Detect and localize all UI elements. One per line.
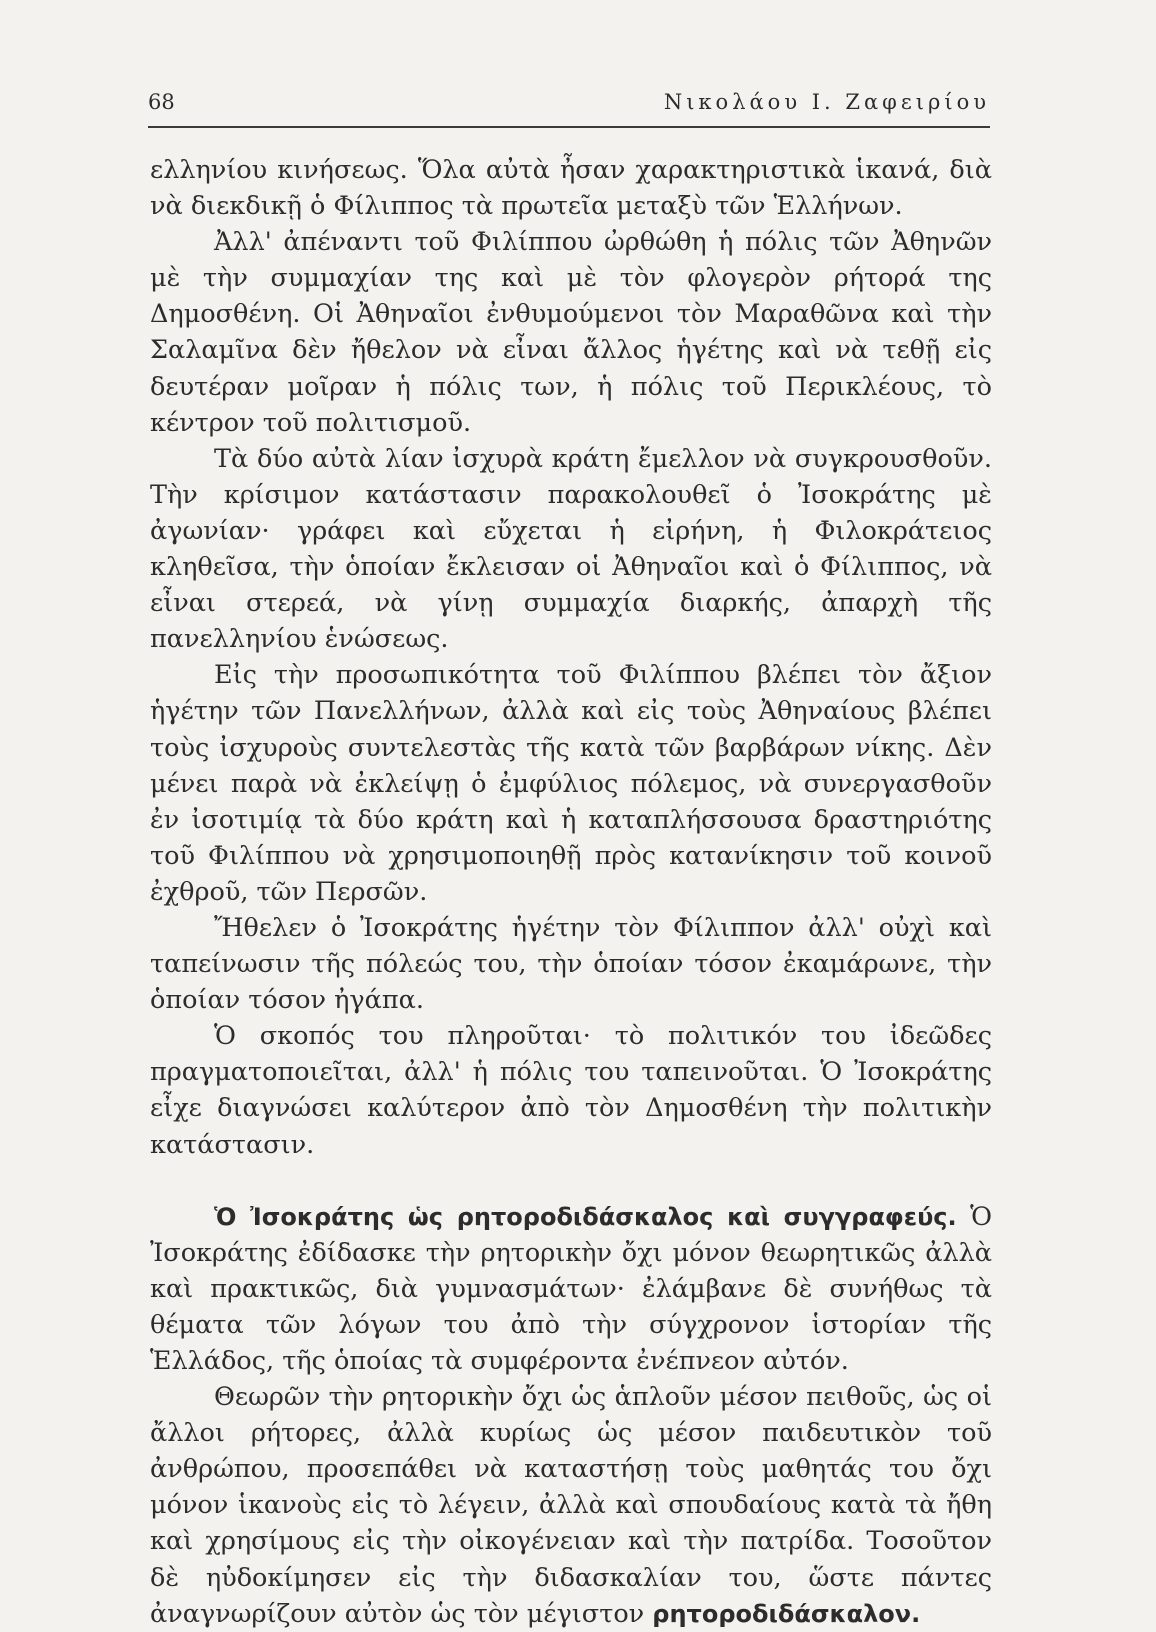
bold-term: ρητοροδιδάσκαλον. — [652, 1599, 921, 1628]
paragraph: Ἀλλ' ἀπέναντι τοῦ Φιλίππου ὠρθώθη ἡ πόλις τῶν Ἀθηνῶν μὲ τὴν συμμαχίαν της καὶ μὲ τὸν φλογερὸν ρήτορά της Δημοσθένη. Οἱ Ἀθηναῖοι ἐνθυμούμενοι τὸν Μαραθῶνα καὶ τὴν Σαλαμῖνα δὲν ἤθελον νὰ εἶναι ἄλλος ἡγέτης καὶ νὰ τεθῇ εἰς δευτέραν μοῖραν ἡ πόλις των, ἡ πόλις τοῦ Περικλέους, τὸ κέντρον τοῦ πολιτισμοῦ. — [150, 227, 992, 438]
paragraph: Ὁ σκοπός του πληροῦται· τὸ πολιτικόν του ἰδεῶδες πραγματοποιεῖται, ἀλλ' ἡ πόλις του ταπεινοῦται. Ὁ Ἰσοκράτης εἶχε διαγνώσει καλύτερον ἀπὸ τὸν Δημοσθένη τὴν πολιτικὴν κατάστασιν. — [150, 1021, 992, 1160]
last-paragraph — [150, 1379, 992, 1632]
page-number: 68 — [148, 90, 175, 114]
section-paragraph — [150, 1199, 992, 1379]
last-paragraph-text: Θεωρῶν τὴν ρητορικὴν ὄχι ὡς ἁπλοῦν μέσον πειθοῦς, ὡς οἱ ἄλλοι ρήτορες, ἀλλὰ κυρίως ὡς μέσον παιδευτικὸν τοῦ ἀνθρώπου, προσεπάθει νὰ καταστήσῃ τοὺς μαθητάς του ὄχι μόνον ἱκανοὺς εἰς τὸ λέγειν, ἀλλὰ καὶ σπουδαίους κατὰ τὰ ἤθη καὶ χρησίμους εἰς τὴν οἰκογένειαν καὶ τὴν πατρίδα. Τοσοῦτον δὲ ηὐδοκίμησεν εἰς τὴν διδασκαλίαν του, ὥστε πάντες ἀναγνωρίζουν αὐτὸν ὡς τὸν μέγιστον — [150, 1382, 992, 1629]
paragraph: ελληνίου κινήσεως. Ὅλα αὐτὰ ἦσαν χαρακτηριστικὰ ἱκανά, διὰ νὰ διεκδικῇ ὁ Φίλιππος τὰ πρωτεῖα μεταξὺ τῶν Ἑλλήνων. — [150, 155, 992, 222]
section-heading: Ὁ Ἰσοκράτης ὡς ρητοροδιδάσκαλος καὶ συγγραφεύς. — [214, 1202, 957, 1231]
paragraph: Εἰς τὴν προσωπικότητα τοῦ Φιλίππου βλέπει τὸν ἄξιον ἡγέτην τῶν Πανελλήνων, ἀλλὰ καὶ εἰς τοὺς Ἀθηναίους βλέπει τοὺς ἰσχυροὺς συντελεστὰς τῆς κατὰ τῶν βαρβάρων νίκης. Δὲν μένει παρὰ νὰ ἐκλείψῃ ὁ ἐμφύλιος πόλεμος, νὰ συνεργασθοῦν ἐν ἰσοτιμίᾳ τὰ δύο κράτη καὶ ἡ καταπλήσσουσα δραστηριότης τοῦ Φιλίππου νὰ χρησιμοποιηθῇ πρὸς κατανίκησιν τοῦ κοινοῦ ἐχθροῦ, τῶν Περσῶν. — [150, 660, 992, 907]
section-text: Ὁ Ἰσοκράτης ἐδίδασκε τὴν ρητορικὴν ὄχι μόνον θεωρητικῶς ἀλλὰ καὶ πρακτικῶς, διὰ γυμνασμάτων· ἐλάμβανε δὲ συνήθως τὰ θέματα τῶν λόγων του ἀπὸ τὴν σύγχρονον ἱστορίαν τῆς Ἑλλάδος, τῆς ὁποίας τὰ συμφέροντα ἐνέπνεον αὐτόν. — [150, 1201, 992, 1376]
paragraph: Ἤθελεν ὁ Ἰσοκράτης ἡγέτην τὸν Φίλιππον ἀλλ' οὐχὶ καὶ ταπείνωσιν τῆς πόλεώς του, τὴν ὁποίαν τόσον ἐκαμάρωνε, τὴν ὁποίαν τόσον ἠγάπα. — [150, 912, 992, 1016]
page-header — [148, 86, 990, 128]
body-text — [150, 152, 992, 1632]
paragraph: Τὰ δύο αὐτὰ λίαν ἰσχυρὰ κράτη ἔμελλον νὰ συγκρουσθοῦν. Τὴν κρίσιμον κατάστασιν παρακολουθεῖ ὁ Ἰσοκράτης μὲ ἀγωνίαν· γράφει καὶ εὔχεται ἡ εἰρήνη, ἡ Φιλοκράτειος κληθεῖσα, τὴν ὁποίαν ἔκλεισαν οἱ Ἀθηναῖοι καὶ ὁ Φίλιππος, νὰ εἶναι στερεά, νὰ γίνῃ συμμαχία διαρκής, ἀπαρχὴ τῆς πανελληνίου ἑνώσεως. — [150, 443, 992, 655]
running-title: Νικολάου Ι. Ζαφειρίου — [663, 90, 990, 114]
